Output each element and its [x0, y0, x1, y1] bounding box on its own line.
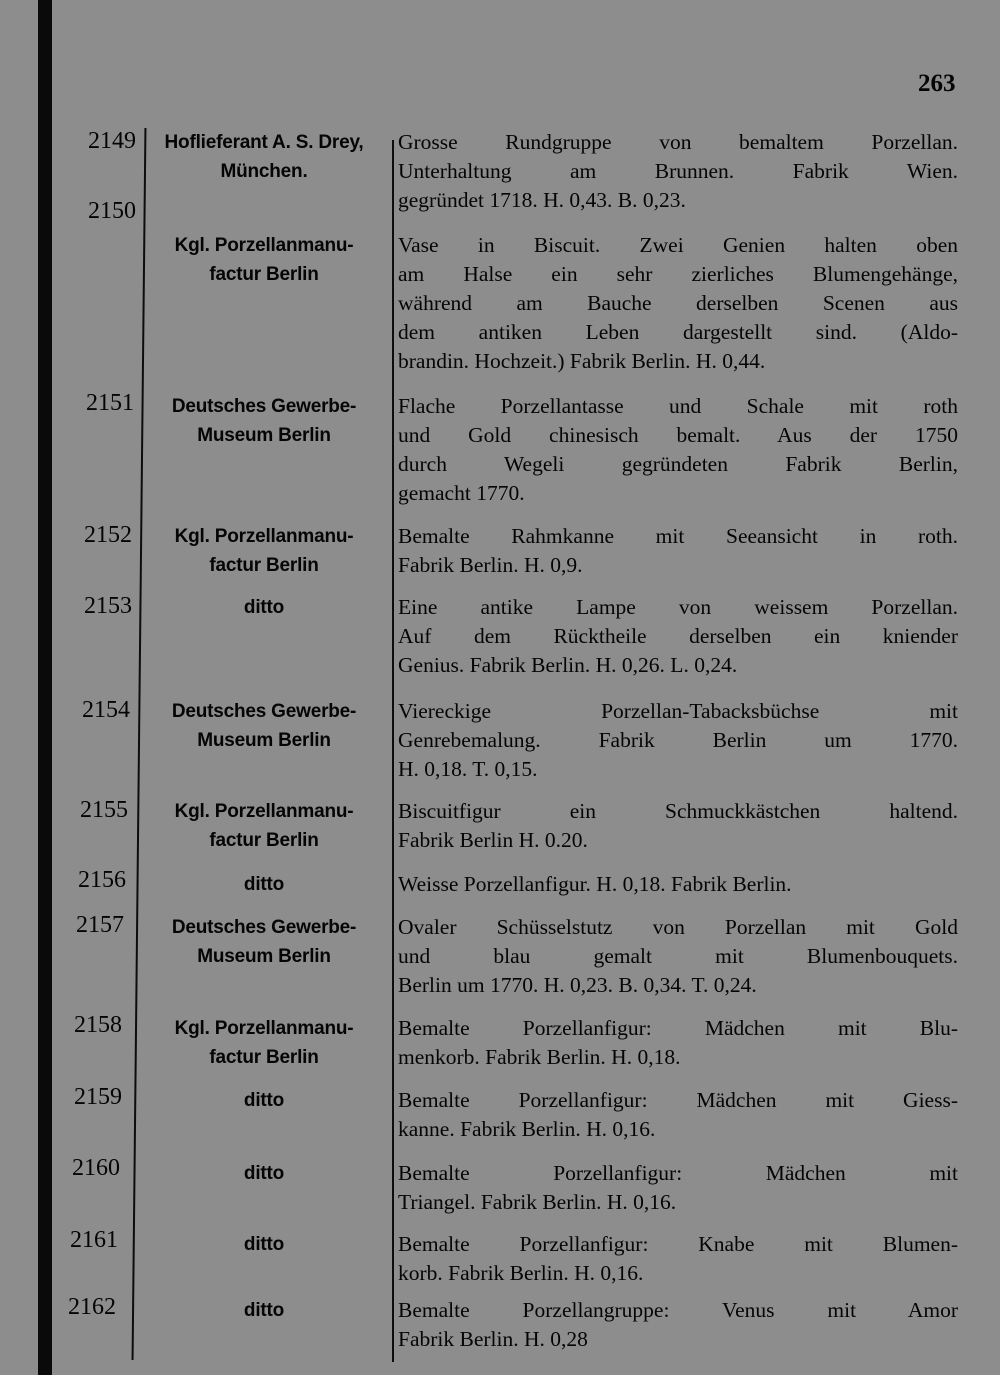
description-line: Biscuitfigur ein Schmuckkästchen haltend.	[398, 799, 958, 823]
entry-number: 2160	[72, 1155, 120, 1181]
description-line: Fabrik Berlin. H. 0,28	[398, 1327, 588, 1351]
lender-line: Kgl. Porzellanmanu-	[174, 526, 354, 547]
description-line: Unterhaltung am Brunnen. Fabrik Wien.	[398, 159, 958, 183]
entry-lender	[138, 1014, 390, 1072]
entry-number: 2161	[70, 1227, 118, 1253]
description-line: Bemalte Porzellanfigur: Mädchen mit Giess-	[398, 1088, 958, 1112]
entry-number: 2156	[78, 867, 126, 893]
description-line: Fabrik Berlin. H. 0,9.	[398, 553, 583, 577]
description-line: Genius. Fabrik Berlin. H. 0,26. L. 0,24.	[398, 653, 738, 677]
entry-number: 2159	[74, 1084, 122, 1110]
description-line: Genrebemalung. Fabrik Berlin um 1770.	[398, 728, 958, 752]
entry-number: 2155	[80, 797, 128, 823]
entry-lender	[138, 797, 390, 855]
description-line: Bemalte Porzellanfigur: Mädchen mit Blu-	[398, 1016, 958, 1040]
description-line: durch Wegeli gegründeten Fabrik Berlin,	[398, 452, 958, 476]
entry-number: 2162	[68, 1294, 116, 1320]
entry-number: 2152	[84, 522, 132, 548]
description-line: Fabrik Berlin H. 0.20.	[398, 828, 588, 852]
description-line: Vase in Biscuit. Zwei Genien halten oben	[398, 233, 958, 257]
description-line: Eine antike Lampe von weissem Porzellan.	[398, 595, 958, 619]
lender-line: Kgl. Porzellanmanu-	[174, 1018, 354, 1039]
entry-description	[398, 1086, 978, 1144]
entry-lender	[138, 1230, 390, 1259]
lender-line: Museum Berlin	[197, 425, 331, 446]
entry-description	[398, 697, 978, 784]
entry-description	[398, 593, 978, 680]
description-line: korb. Fabrik Berlin. H. 0,16.	[398, 1261, 644, 1285]
column-rule-right	[392, 140, 394, 1362]
entry-description	[398, 1159, 978, 1217]
description-line: Triangel. Fabrik Berlin. H. 0,16.	[398, 1190, 677, 1214]
entry-lender	[138, 1159, 390, 1188]
lender-line: ditto	[243, 1234, 285, 1255]
description-line: gegründet 1718. H. 0,43. B. 0,23.	[398, 188, 686, 212]
entry-number: 2151	[86, 390, 134, 416]
lender-line: Hoflieferant A. S. Drey,	[164, 132, 364, 153]
entry-lender	[138, 231, 390, 289]
entry-lender	[138, 593, 390, 622]
entry-description	[398, 1230, 978, 1288]
entry-description	[398, 522, 978, 580]
lender-line: Deutsches Gewerbe-	[171, 917, 357, 938]
description-line: Bemalte Porzellanfigur: Mädchen mit	[398, 1161, 958, 1185]
lender-line: ditto	[243, 1163, 285, 1184]
entry-lender	[138, 697, 390, 755]
description-line: Weisse Porzellanfigur. H. 0,18. Fabrik Berlin.	[398, 872, 792, 896]
entry-number: 2150	[88, 198, 136, 224]
entry-lender	[138, 870, 390, 899]
lender-line: Museum Berlin	[197, 730, 331, 751]
entry-lender	[138, 522, 390, 580]
entry-number: 2149	[88, 128, 136, 154]
lender-line: München.	[220, 161, 308, 182]
description-line: Auf dem Rücktheile derselben ein kniender	[398, 624, 958, 648]
description-line: Bemalte Porzellangruppe: Venus mit Amor	[398, 1298, 958, 1322]
description-line: Flache Porzellantasse und Schale mit roth	[398, 394, 958, 418]
lender-line: ditto	[243, 597, 285, 618]
lender-line: Museum Berlin	[197, 946, 331, 967]
description-line: während am Bauche derselben Scenen aus	[398, 291, 958, 315]
description-line: und Gold chinesisch bemalt. Aus der 1750	[398, 423, 958, 447]
lender-line: Kgl. Porzellanmanu-	[174, 801, 354, 822]
entry-lender	[138, 128, 390, 186]
entry-number: 2157	[76, 912, 124, 938]
entry-number: 2158	[74, 1012, 122, 1038]
description-line: kanne. Fabrik Berlin. H. 0,16.	[398, 1117, 656, 1141]
description-line: H. 0,18. T. 0,15.	[398, 757, 538, 781]
entry-description	[398, 870, 978, 899]
description-line: Viereckige Porzellan-Tabacksbüchse mit	[398, 699, 958, 723]
lender-line: factur Berlin	[209, 264, 319, 285]
description-line: und blau gemalt mit Blumenbouquets.	[398, 944, 958, 968]
description-line: Bemalte Rahmkanne mit Seeansicht in roth.	[398, 524, 958, 548]
description-line: dem antiken Leben dargestellt sind. (Aldo-	[398, 320, 958, 344]
description-line: Grosse Rundgruppe von bemaltem Porzellan.	[398, 130, 958, 154]
entry-description	[398, 128, 978, 215]
description-line: Ovaler Schüsselstutz von Porzellan mit Gold	[398, 915, 958, 939]
description-line: brandin. Hochzeit.) Fabrik Berlin. H. 0,44.	[398, 349, 766, 373]
lender-line: ditto	[243, 874, 285, 895]
entry-description	[398, 1014, 978, 1072]
entry-number: 2154	[82, 697, 130, 723]
description-line: am Halse ein sehr zierliches Blumengehänge,	[398, 262, 958, 286]
lender-line: Kgl. Porzellanmanu-	[174, 235, 354, 256]
lender-line: factur Berlin	[209, 555, 319, 576]
entry-description	[398, 392, 978, 508]
entry-description	[398, 913, 978, 1000]
entry-lender	[138, 392, 390, 450]
entry-description	[398, 797, 978, 855]
lender-line: ditto	[243, 1300, 285, 1321]
description-line: gemacht 1770.	[398, 481, 525, 505]
description-line: menkorb. Fabrik Berlin. H. 0,18.	[398, 1045, 681, 1069]
lender-line: Deutsches Gewerbe-	[171, 396, 357, 417]
entry-lender	[138, 913, 390, 971]
page-number: 263	[918, 70, 956, 97]
description-line: Berlin um 1770. H. 0,23. B. 0,34. T. 0,24.	[398, 973, 757, 997]
lender-line: ditto	[243, 1090, 285, 1111]
entry-lender	[138, 1086, 390, 1115]
lender-line: Deutsches Gewerbe-	[171, 701, 357, 722]
lender-line: factur Berlin	[209, 830, 319, 851]
description-line: Bemalte Porzellanfigur: Knabe mit Blumen-	[398, 1232, 958, 1256]
lender-line: factur Berlin	[209, 1047, 319, 1068]
entry-description	[398, 231, 978, 376]
entry-lender	[138, 1296, 390, 1325]
entry-number: 2153	[84, 593, 132, 619]
entry-description	[398, 1296, 978, 1354]
